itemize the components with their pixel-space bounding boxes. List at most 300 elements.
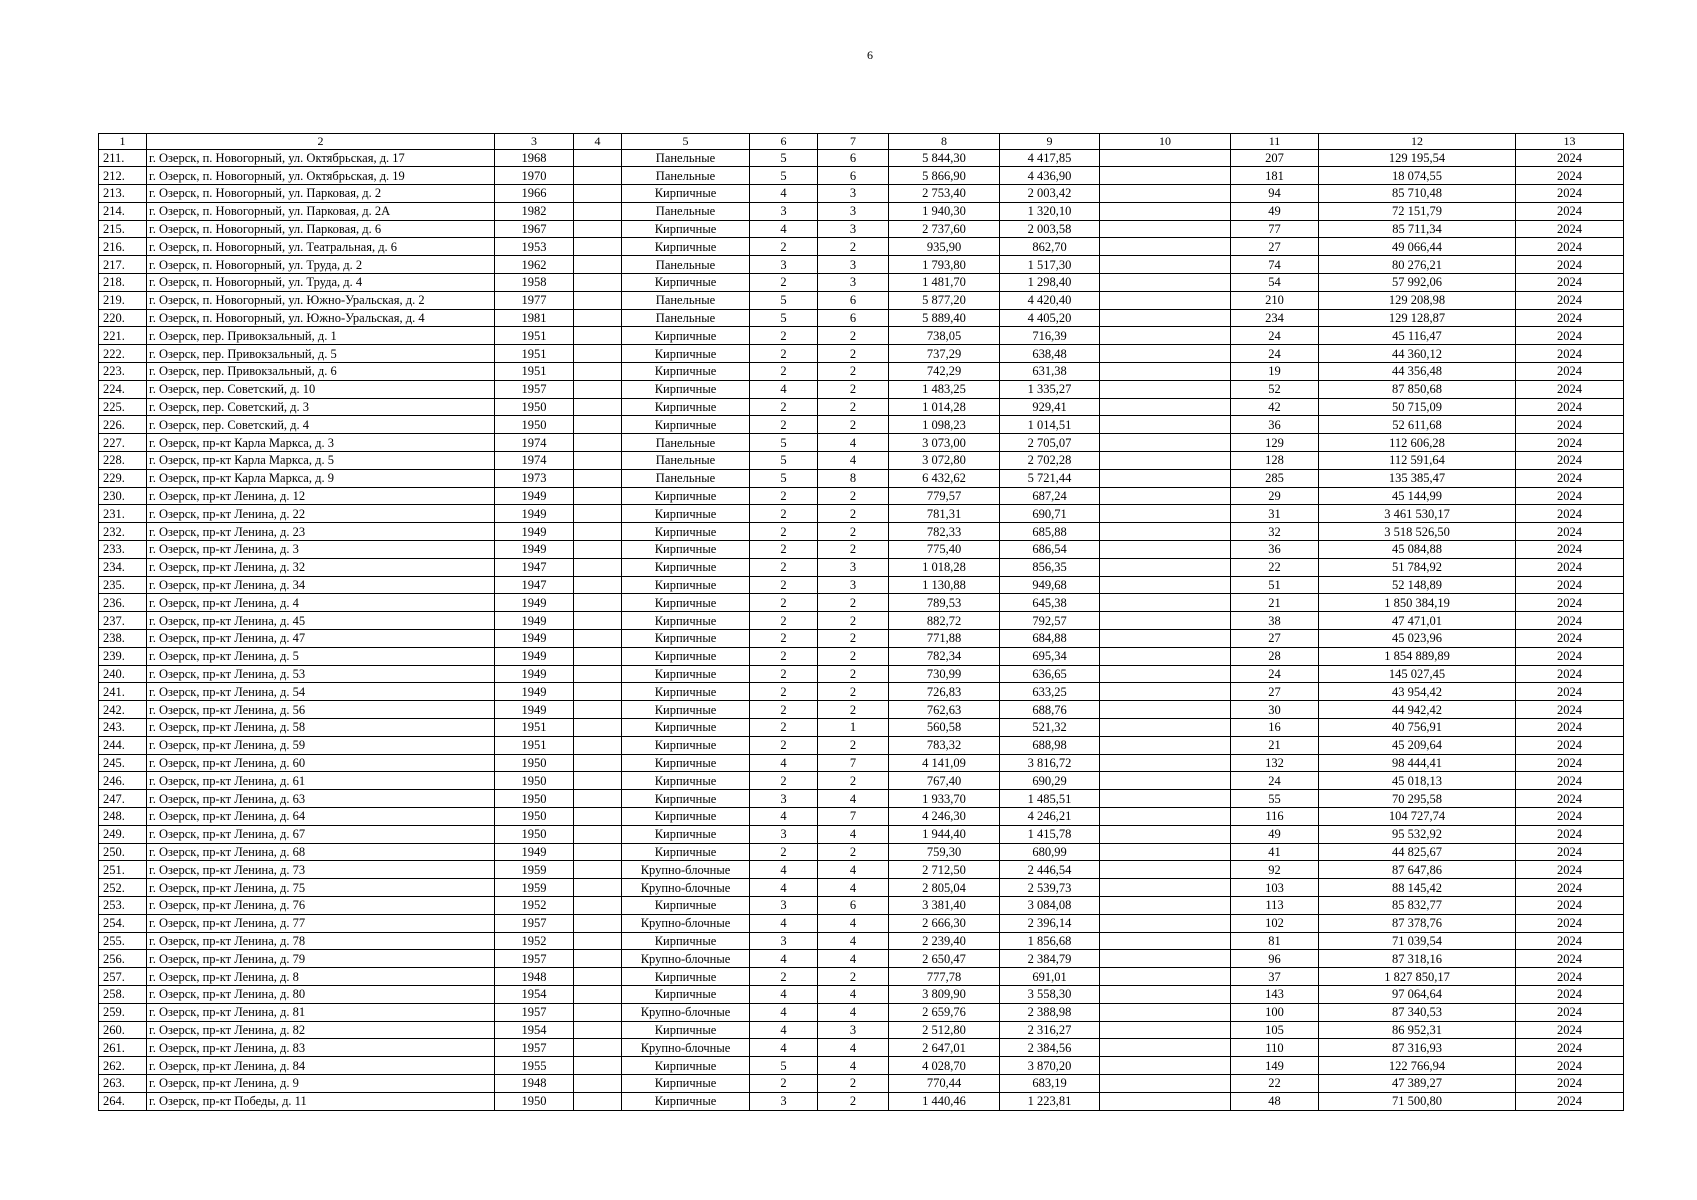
cell-col-address: г. Озерск, пр-кт Ленина, д. 77 — [147, 914, 495, 932]
cell-col-4 — [574, 541, 622, 559]
cell-col-4 — [574, 950, 622, 968]
cell-col-year-built: 1950 — [495, 790, 574, 808]
cell-col-number: 217. — [99, 256, 147, 274]
cell-col-cost: 85 711,34 — [1319, 220, 1516, 238]
table-row — [99, 630, 1624, 648]
cell-col-year-built: 1951 — [495, 363, 574, 381]
cell-col-residents: 31 — [1231, 505, 1319, 523]
cell-col-year-built: 1959 — [495, 861, 574, 879]
cell-col-wall-material: Панельные — [622, 434, 750, 452]
cell-col-4 — [574, 523, 622, 541]
cell-col-residents: 129 — [1231, 434, 1319, 452]
cell-col-living-area: 716,39 — [1000, 327, 1100, 345]
cell-col-cost: 49 066,44 — [1319, 238, 1516, 256]
cell-col-total-area: 762,63 — [889, 701, 1000, 719]
cell-col-cost: 86 952,31 — [1319, 1021, 1516, 1039]
cell-col-4 — [574, 238, 622, 256]
table-row — [99, 754, 1624, 772]
cell-col-address: г. Озерск, пер. Привокзальный, д. 6 — [147, 363, 495, 381]
table-row — [99, 701, 1624, 719]
cell-col-floors: 3 — [750, 825, 818, 843]
cell-col-residents: 21 — [1231, 736, 1319, 754]
cell-col-10 — [1100, 149, 1231, 167]
cell-col-total-area: 3 809,90 — [889, 985, 1000, 1003]
cell-col-entrances: 2 — [818, 416, 889, 434]
cell-col-floors: 4 — [750, 807, 818, 825]
table-row — [99, 1039, 1624, 1057]
cell-col-wall-material: Панельные — [622, 452, 750, 470]
cell-col-10 — [1100, 452, 1231, 470]
cell-col-year-planned: 2024 — [1516, 363, 1624, 381]
cell-col-cost: 52 611,68 — [1319, 416, 1516, 434]
cell-col-living-area: 691,01 — [1000, 968, 1100, 986]
cell-col-4 — [574, 167, 622, 185]
cell-col-residents: 77 — [1231, 220, 1319, 238]
cell-col-number: 218. — [99, 274, 147, 292]
cell-col-entrances: 2 — [818, 647, 889, 665]
cell-col-total-area: 882,72 — [889, 612, 1000, 630]
table-body — [99, 149, 1624, 1110]
cell-col-10 — [1100, 487, 1231, 505]
cell-col-number: 261. — [99, 1039, 147, 1057]
cell-col-10 — [1100, 238, 1231, 256]
cell-col-year-planned: 2024 — [1516, 754, 1624, 772]
cell-col-total-area: 1 014,28 — [889, 398, 1000, 416]
cell-col-address: г. Озерск, пр-кт Ленина, д. 61 — [147, 772, 495, 790]
cell-col-number: 225. — [99, 398, 147, 416]
cell-col-cost: 87 340,53 — [1319, 1003, 1516, 1021]
cell-col-living-area: 1 298,40 — [1000, 274, 1100, 292]
cell-col-total-area: 1 940,30 — [889, 202, 1000, 220]
cell-col-4 — [574, 256, 622, 274]
cell-col-wall-material: Кирпичные — [622, 719, 750, 737]
cell-col-cost: 80 276,21 — [1319, 256, 1516, 274]
cell-col-floors: 4 — [750, 914, 818, 932]
cell-col-cost: 72 151,79 — [1319, 202, 1516, 220]
cell-col-cost: 43 954,42 — [1319, 683, 1516, 701]
cell-col-wall-material: Кирпичные — [622, 345, 750, 363]
cell-col-10 — [1100, 736, 1231, 754]
cell-col-total-area: 2 659,76 — [889, 1003, 1000, 1021]
cell-col-residents: 92 — [1231, 861, 1319, 879]
cell-col-cost: 122 766,94 — [1319, 1057, 1516, 1075]
cell-col-year-built: 1949 — [495, 523, 574, 541]
cell-col-year-planned: 2024 — [1516, 220, 1624, 238]
cell-col-4 — [574, 914, 622, 932]
cell-col-living-area: 2 388,98 — [1000, 1003, 1100, 1021]
cell-col-cost: 145 027,45 — [1319, 665, 1516, 683]
cell-col-cost: 40 756,91 — [1319, 719, 1516, 737]
cell-col-number: 254. — [99, 914, 147, 932]
cell-col-total-area: 789,53 — [889, 594, 1000, 612]
header-col-4: 4 — [574, 134, 622, 150]
cell-col-address: г. Озерск, пр-кт Ленина, д. 67 — [147, 825, 495, 843]
cell-col-entrances: 2 — [818, 398, 889, 416]
table-row — [99, 1074, 1624, 1092]
cell-col-address: г. Озерск, пр-кт Ленина, д. 59 — [147, 736, 495, 754]
cell-col-address: г. Озерск, пр-кт Карла Маркса, д. 5 — [147, 452, 495, 470]
cell-col-year-built: 1947 — [495, 558, 574, 576]
cell-col-entrances: 2 — [818, 594, 889, 612]
cell-col-wall-material: Кирпичные — [622, 630, 750, 648]
cell-col-wall-material: Кирпичные — [622, 558, 750, 576]
cell-col-cost: 71 500,80 — [1319, 1092, 1516, 1110]
cell-col-floors: 5 — [750, 291, 818, 309]
cell-col-year-built: 1950 — [495, 807, 574, 825]
cell-col-year-planned: 2024 — [1516, 487, 1624, 505]
cell-col-year-planned: 2024 — [1516, 256, 1624, 274]
cell-col-living-area: 633,25 — [1000, 683, 1100, 701]
cell-col-number: 258. — [99, 985, 147, 1003]
cell-col-year-planned: 2024 — [1516, 647, 1624, 665]
cell-col-number: 239. — [99, 647, 147, 665]
table-row — [99, 220, 1624, 238]
cell-col-year-built: 1949 — [495, 630, 574, 648]
cell-col-address: г. Озерск, пр-кт Ленина, д. 47 — [147, 630, 495, 648]
cell-col-address: г. Озерск, п. Новогорный, ул. Труда, д. 2 — [147, 256, 495, 274]
cell-col-residents: 37 — [1231, 968, 1319, 986]
table-row — [99, 612, 1624, 630]
header-col-total-area: 8 — [889, 134, 1000, 150]
cell-col-year-planned: 2024 — [1516, 861, 1624, 879]
table-row — [99, 736, 1624, 754]
cell-col-wall-material: Крупно-блочные — [622, 1003, 750, 1021]
cell-col-wall-material: Кирпичные — [622, 932, 750, 950]
cell-col-entrances: 2 — [818, 541, 889, 559]
cell-col-wall-material: Панельные — [622, 167, 750, 185]
cell-col-10 — [1100, 1003, 1231, 1021]
cell-col-total-area: 2 712,50 — [889, 861, 1000, 879]
cell-col-4 — [574, 985, 622, 1003]
cell-col-wall-material: Кирпичные — [622, 754, 750, 772]
cell-col-cost: 52 148,89 — [1319, 576, 1516, 594]
cell-col-number: 233. — [99, 541, 147, 559]
cell-col-number: 231. — [99, 505, 147, 523]
cell-col-floors: 2 — [750, 701, 818, 719]
cell-col-year-planned: 2024 — [1516, 185, 1624, 203]
cell-col-year-built: 1974 — [495, 452, 574, 470]
cell-col-year-built: 1955 — [495, 1057, 574, 1075]
cell-col-residents: 22 — [1231, 1074, 1319, 1092]
cell-col-year-planned: 2024 — [1516, 1092, 1624, 1110]
cell-col-cost: 50 715,09 — [1319, 398, 1516, 416]
cell-col-floors: 4 — [750, 1021, 818, 1039]
cell-col-living-area: 1 320,10 — [1000, 202, 1100, 220]
cell-col-4 — [574, 469, 622, 487]
cell-col-number: 253. — [99, 896, 147, 914]
cell-col-4 — [574, 1092, 622, 1110]
cell-col-address: г. Озерск, п. Новогорный, ул. Театральная, д. 6 — [147, 238, 495, 256]
cell-col-entrances: 3 — [818, 220, 889, 238]
cell-col-entrances: 3 — [818, 256, 889, 274]
cell-col-4 — [574, 594, 622, 612]
cell-col-address: г. Озерск, п. Новогорный, ул. Южно-Уральская, д. 2 — [147, 291, 495, 309]
table-row — [99, 274, 1624, 292]
cell-col-cost: 1 854 889,89 — [1319, 647, 1516, 665]
cell-col-4 — [574, 1074, 622, 1092]
cell-col-living-area: 2 384,79 — [1000, 950, 1100, 968]
cell-col-total-area: 2 666,30 — [889, 914, 1000, 932]
cell-col-year-built: 1949 — [495, 612, 574, 630]
cell-col-address: г. Озерск, п. Новогорный, ул. Парковая, д. 2 — [147, 185, 495, 203]
cell-col-10 — [1100, 790, 1231, 808]
cell-col-4 — [574, 1021, 622, 1039]
table-row — [99, 398, 1624, 416]
cell-col-year-built: 1951 — [495, 719, 574, 737]
cell-col-year-built: 1949 — [495, 487, 574, 505]
cell-col-entrances: 4 — [818, 950, 889, 968]
cell-col-living-area: 3 870,20 — [1000, 1057, 1100, 1075]
cell-col-floors: 2 — [750, 612, 818, 630]
cell-col-address: г. Озерск, пр-кт Карла Маркса, д. 9 — [147, 469, 495, 487]
cell-col-total-area: 1 944,40 — [889, 825, 1000, 843]
cell-col-10 — [1100, 220, 1231, 238]
cell-col-entrances: 4 — [818, 879, 889, 897]
cell-col-10 — [1100, 380, 1231, 398]
cell-col-entrances: 4 — [818, 1039, 889, 1057]
cell-col-address: г. Озерск, пр-кт Ленина, д. 75 — [147, 879, 495, 897]
cell-col-year-built: 1949 — [495, 505, 574, 523]
cell-col-floors: 4 — [750, 1003, 818, 1021]
header-col-cost: 12 — [1319, 134, 1516, 150]
cell-col-living-area: 1 223,81 — [1000, 1092, 1100, 1110]
cell-col-floors: 5 — [750, 309, 818, 327]
cell-col-cost: 104 727,74 — [1319, 807, 1516, 825]
cell-col-year-planned: 2024 — [1516, 434, 1624, 452]
cell-col-year-built: 1948 — [495, 1074, 574, 1092]
cell-col-year-built: 1982 — [495, 202, 574, 220]
cell-col-cost: 87 316,93 — [1319, 1039, 1516, 1057]
cell-col-year-built: 1947 — [495, 576, 574, 594]
cell-col-total-area: 4 028,70 — [889, 1057, 1000, 1075]
cell-col-10 — [1100, 558, 1231, 576]
cell-col-cost: 88 145,42 — [1319, 879, 1516, 897]
cell-col-residents: 110 — [1231, 1039, 1319, 1057]
cell-col-year-planned: 2024 — [1516, 380, 1624, 398]
cell-col-number: 250. — [99, 843, 147, 861]
cell-col-total-area: 783,32 — [889, 736, 1000, 754]
cell-col-address: г. Озерск, пер. Советский, д. 3 — [147, 398, 495, 416]
cell-col-entrances: 6 — [818, 309, 889, 327]
cell-col-living-area: 2 396,14 — [1000, 914, 1100, 932]
table-row — [99, 576, 1624, 594]
cell-col-year-planned: 2024 — [1516, 505, 1624, 523]
cell-col-residents: 132 — [1231, 754, 1319, 772]
table-row — [99, 825, 1624, 843]
cell-col-address: г. Озерск, пр-кт Победы, д. 11 — [147, 1092, 495, 1110]
cell-col-year-planned: 2024 — [1516, 950, 1624, 968]
cell-col-year-built: 1957 — [495, 950, 574, 968]
cell-col-residents: 21 — [1231, 594, 1319, 612]
cell-col-address: г. Озерск, пр-кт Ленина, д. 73 — [147, 861, 495, 879]
cell-col-year-planned: 2024 — [1516, 238, 1624, 256]
cell-col-year-planned: 2024 — [1516, 291, 1624, 309]
cell-col-living-area: 4 420,40 — [1000, 291, 1100, 309]
cell-col-address: г. Озерск, пр-кт Ленина, д. 4 — [147, 594, 495, 612]
table-row — [99, 256, 1624, 274]
cell-col-wall-material: Кирпичные — [622, 790, 750, 808]
cell-col-residents: 94 — [1231, 185, 1319, 203]
cell-col-residents: 207 — [1231, 149, 1319, 167]
cell-col-wall-material: Панельные — [622, 202, 750, 220]
cell-col-number: 223. — [99, 363, 147, 381]
cell-col-total-area: 2 805,04 — [889, 879, 1000, 897]
cell-col-total-area: 3 072,80 — [889, 452, 1000, 470]
cell-col-10 — [1100, 398, 1231, 416]
cell-col-living-area: 4 417,85 — [1000, 149, 1100, 167]
cell-col-entrances: 6 — [818, 149, 889, 167]
cell-col-10 — [1100, 896, 1231, 914]
cell-col-4 — [574, 968, 622, 986]
cell-col-total-area: 3 073,00 — [889, 434, 1000, 452]
cell-col-10 — [1100, 291, 1231, 309]
cell-col-number: 230. — [99, 487, 147, 505]
cell-col-total-area: 2 647,01 — [889, 1039, 1000, 1057]
header-col-floors: 6 — [750, 134, 818, 150]
cell-col-total-area: 775,40 — [889, 541, 1000, 559]
cell-col-floors: 5 — [750, 434, 818, 452]
cell-col-cost: 44 825,67 — [1319, 843, 1516, 861]
table-row — [99, 683, 1624, 701]
cell-col-living-area: 688,98 — [1000, 736, 1100, 754]
cell-col-year-planned: 2024 — [1516, 469, 1624, 487]
cell-col-living-area: 686,54 — [1000, 541, 1100, 559]
cell-col-entrances: 2 — [818, 380, 889, 398]
cell-col-year-planned: 2024 — [1516, 736, 1624, 754]
cell-col-cost: 44 942,42 — [1319, 701, 1516, 719]
cell-col-address: г. Озерск, пер. Привокзальный, д. 5 — [147, 345, 495, 363]
cell-col-cost: 45 116,47 — [1319, 327, 1516, 345]
table-row — [99, 1021, 1624, 1039]
cell-col-wall-material: Кирпичные — [622, 1021, 750, 1039]
cell-col-wall-material: Кирпичные — [622, 1057, 750, 1075]
cell-col-number: 238. — [99, 630, 147, 648]
table-row — [99, 879, 1624, 897]
cell-col-wall-material: Кирпичные — [622, 238, 750, 256]
cell-col-cost: 70 295,58 — [1319, 790, 1516, 808]
cell-col-living-area: 684,88 — [1000, 630, 1100, 648]
cell-col-residents: 96 — [1231, 950, 1319, 968]
cell-col-4 — [574, 1057, 622, 1075]
table-row — [99, 487, 1624, 505]
cell-col-living-area: 1 014,51 — [1000, 416, 1100, 434]
cell-col-year-planned: 2024 — [1516, 274, 1624, 292]
cell-col-year-built: 1957 — [495, 914, 574, 932]
table-row — [99, 327, 1624, 345]
cell-col-residents: 27 — [1231, 683, 1319, 701]
cell-col-floors: 2 — [750, 843, 818, 861]
cell-col-residents: 210 — [1231, 291, 1319, 309]
cell-col-entrances: 2 — [818, 363, 889, 381]
cell-col-year-built: 1974 — [495, 434, 574, 452]
cell-col-number: 255. — [99, 932, 147, 950]
cell-col-number: 241. — [99, 683, 147, 701]
cell-col-residents: 143 — [1231, 985, 1319, 1003]
cell-col-residents: 54 — [1231, 274, 1319, 292]
cell-col-living-area: 2 316,27 — [1000, 1021, 1100, 1039]
cell-col-4 — [574, 416, 622, 434]
cell-col-10 — [1100, 167, 1231, 185]
table-row — [99, 665, 1624, 683]
cell-col-year-built: 1953 — [495, 238, 574, 256]
cell-col-number: 221. — [99, 327, 147, 345]
cell-col-4 — [574, 327, 622, 345]
cell-col-number: 215. — [99, 220, 147, 238]
cell-col-entrances: 2 — [818, 736, 889, 754]
cell-col-cost: 97 064,64 — [1319, 985, 1516, 1003]
cell-col-4 — [574, 861, 622, 879]
cell-col-floors: 2 — [750, 398, 818, 416]
cell-col-year-built: 1949 — [495, 594, 574, 612]
cell-col-residents: 181 — [1231, 167, 1319, 185]
cell-col-4 — [574, 665, 622, 683]
cell-col-number: 259. — [99, 1003, 147, 1021]
cell-col-year-planned: 2024 — [1516, 452, 1624, 470]
cell-col-living-area: 690,71 — [1000, 505, 1100, 523]
cell-col-total-area: 2 737,60 — [889, 220, 1000, 238]
table-row — [99, 594, 1624, 612]
cell-col-floors: 3 — [750, 932, 818, 950]
cell-col-wall-material: Кирпичные — [622, 505, 750, 523]
cell-col-wall-material: Кирпичные — [622, 274, 750, 292]
cell-col-residents: 36 — [1231, 416, 1319, 434]
cell-col-number: 236. — [99, 594, 147, 612]
cell-col-address: г. Озерск, п. Новогорный, ул. Труда, д. 4 — [147, 274, 495, 292]
cell-col-entrances: 4 — [818, 861, 889, 879]
cell-col-total-area: 767,40 — [889, 772, 1000, 790]
cell-col-number: 219. — [99, 291, 147, 309]
cell-col-year-planned: 2024 — [1516, 665, 1624, 683]
cell-col-floors: 5 — [750, 469, 818, 487]
cell-col-floors: 2 — [750, 238, 818, 256]
cell-col-total-area: 2 239,40 — [889, 932, 1000, 950]
cell-col-4 — [574, 896, 622, 914]
cell-col-living-area: 2 384,56 — [1000, 1039, 1100, 1057]
cell-col-wall-material: Кирпичные — [622, 541, 750, 559]
cell-col-10 — [1100, 309, 1231, 327]
cell-col-entrances: 3 — [818, 1021, 889, 1039]
cell-col-living-area: 2 539,73 — [1000, 879, 1100, 897]
cell-col-cost: 18 074,55 — [1319, 167, 1516, 185]
cell-col-wall-material: Кирпичные — [622, 896, 750, 914]
cell-col-entrances: 3 — [818, 274, 889, 292]
cell-col-total-area: 4 141,09 — [889, 754, 1000, 772]
cell-col-year-planned: 2024 — [1516, 825, 1624, 843]
cell-col-year-planned: 2024 — [1516, 167, 1624, 185]
cell-col-number: 251. — [99, 861, 147, 879]
cell-col-wall-material: Панельные — [622, 291, 750, 309]
cell-col-residents: 52 — [1231, 380, 1319, 398]
table-row — [99, 719, 1624, 737]
cell-col-entrances: 4 — [818, 452, 889, 470]
table-row — [99, 772, 1624, 790]
cell-col-10 — [1100, 914, 1231, 932]
cell-col-wall-material: Крупно-блочные — [622, 879, 750, 897]
cell-col-4 — [574, 790, 622, 808]
cell-col-4 — [574, 274, 622, 292]
cell-col-living-area: 5 721,44 — [1000, 469, 1100, 487]
cell-col-residents: 102 — [1231, 914, 1319, 932]
cell-col-living-area: 631,38 — [1000, 363, 1100, 381]
cell-col-address: г. Озерск, пр-кт Ленина, д. 23 — [147, 523, 495, 541]
cell-col-total-area: 781,31 — [889, 505, 1000, 523]
cell-col-entrances: 3 — [818, 576, 889, 594]
cell-col-residents: 113 — [1231, 896, 1319, 914]
cell-col-year-planned: 2024 — [1516, 541, 1624, 559]
cell-col-total-area: 726,83 — [889, 683, 1000, 701]
cell-col-entrances: 7 — [818, 754, 889, 772]
cell-col-4 — [574, 612, 622, 630]
